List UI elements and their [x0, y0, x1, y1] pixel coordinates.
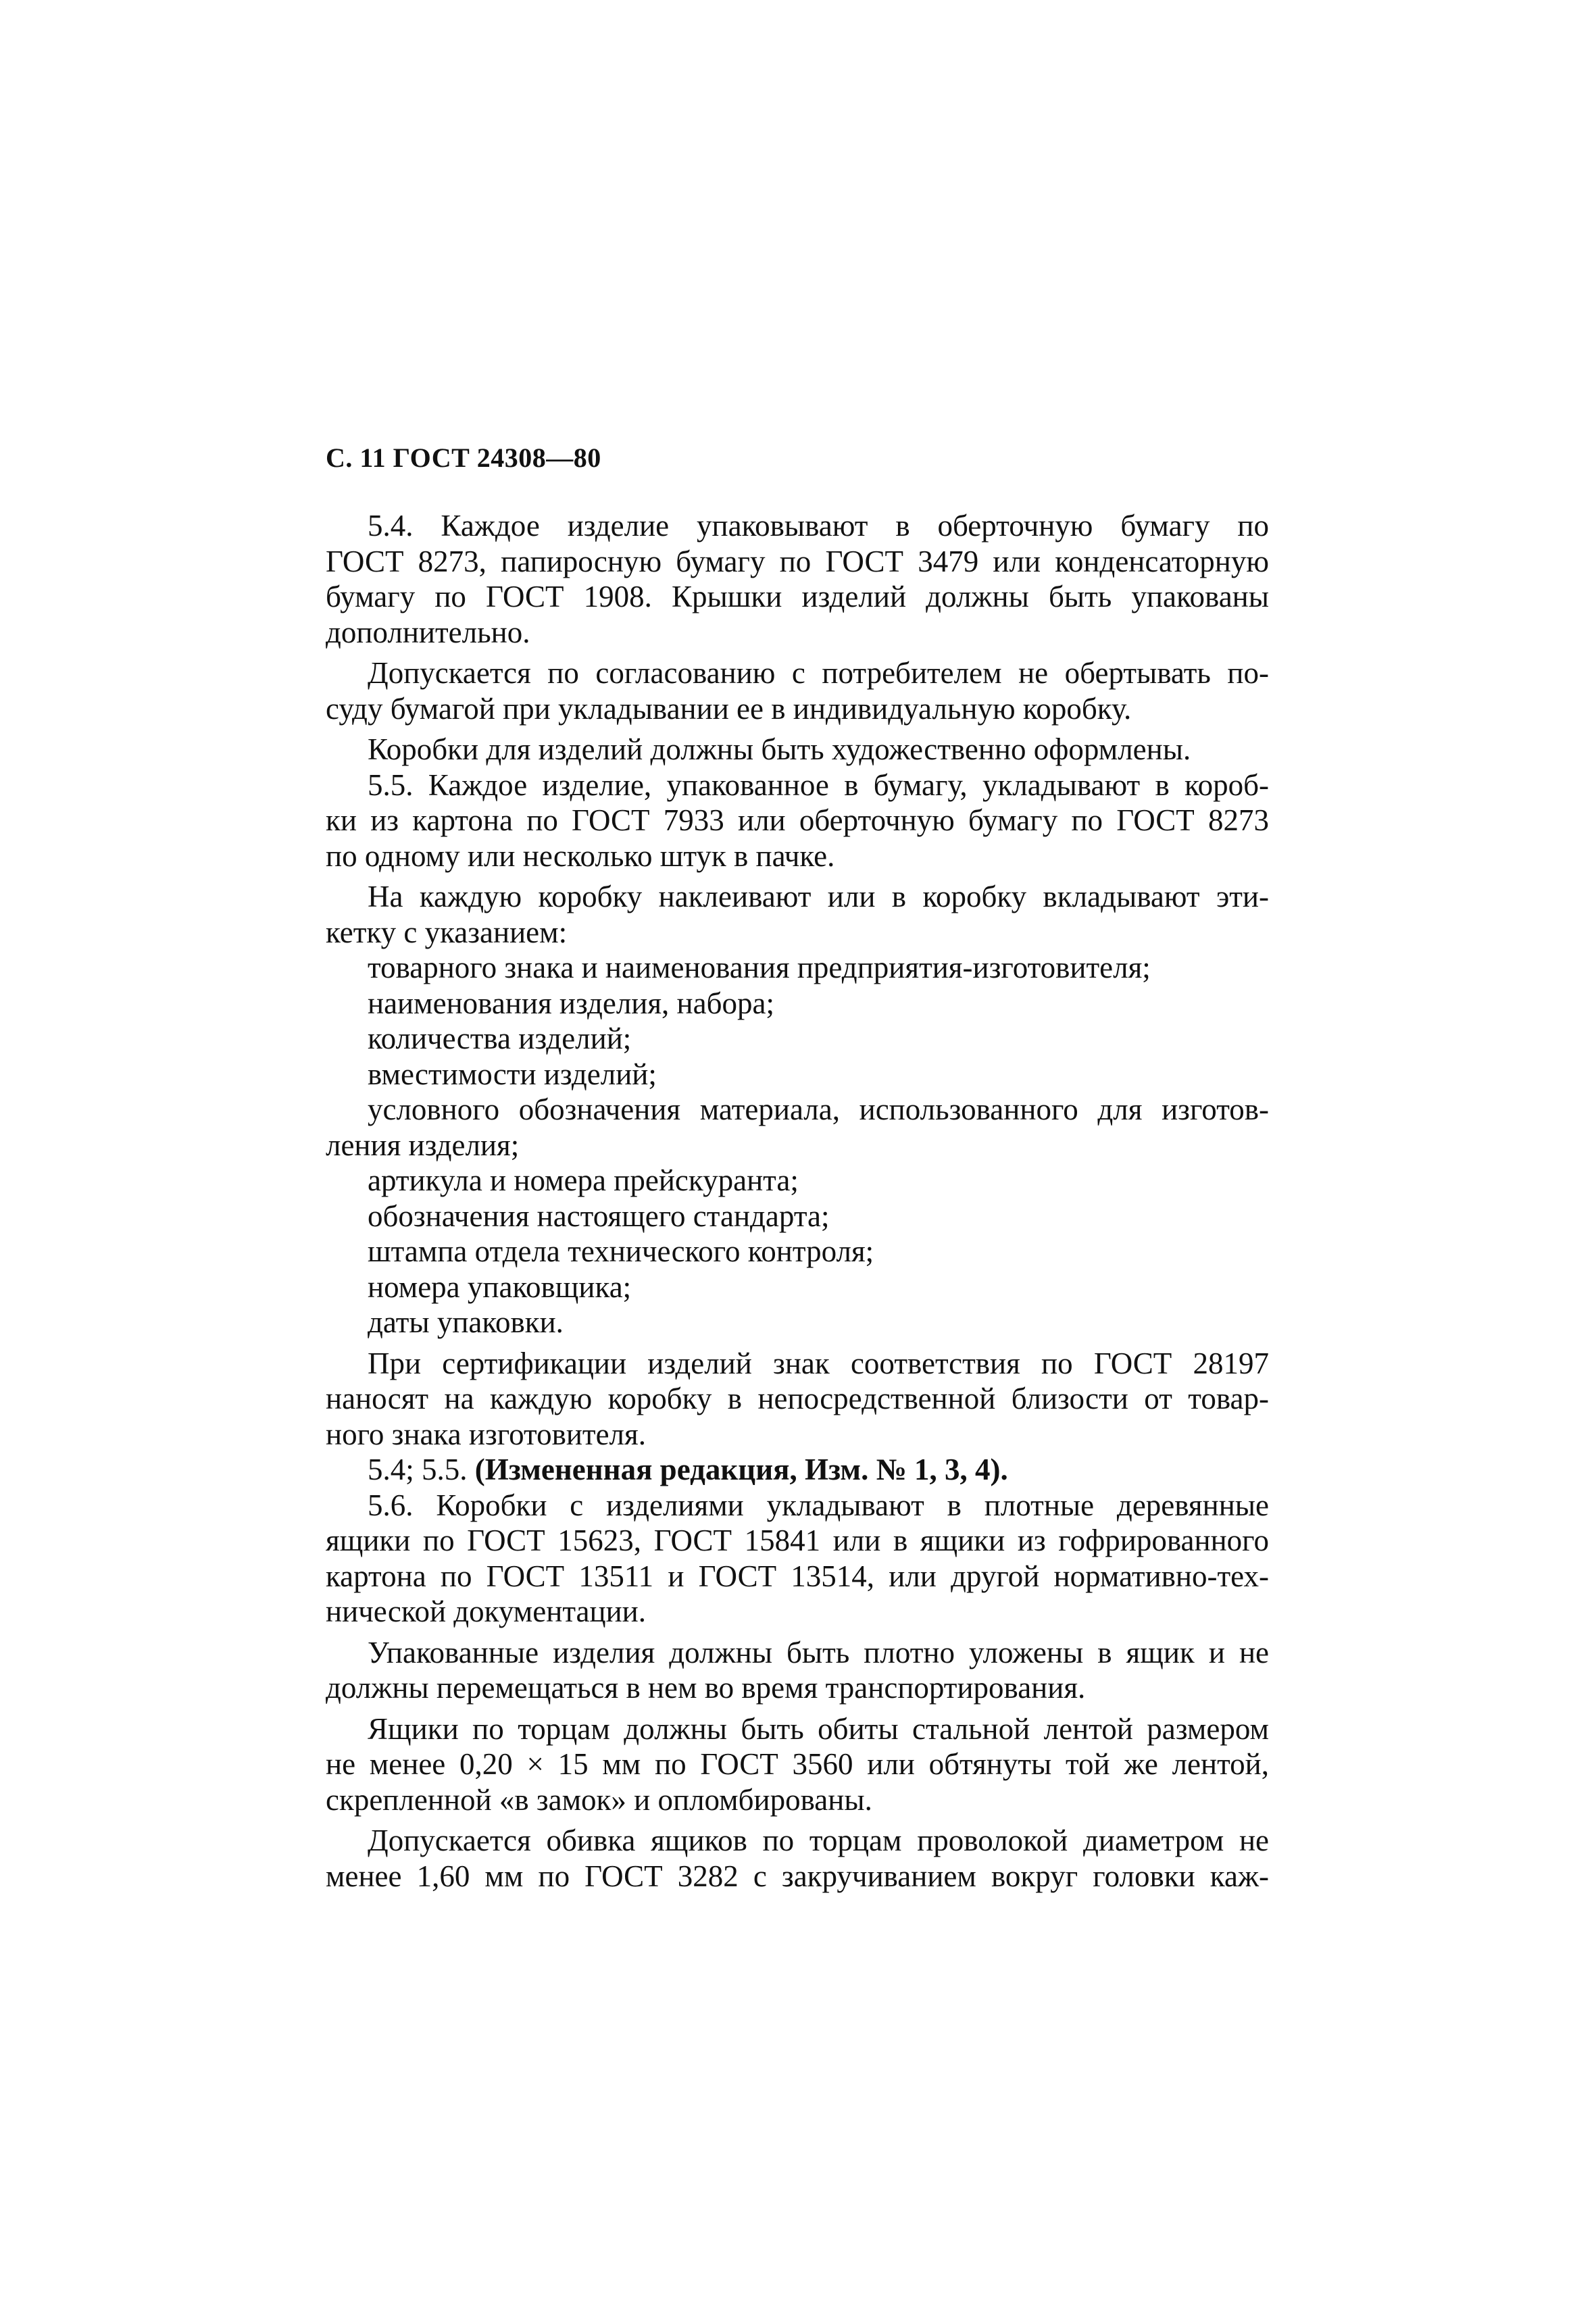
text-line-content: ящики по ГОСТ 15623, ГОСТ 15841 или в ящики из гофрированного — [326, 1524, 1269, 1557]
document-body — [326, 508, 1269, 1894]
text-line — [326, 1417, 1269, 1453]
text-line — [326, 1057, 1269, 1092]
text-line-content: условного обозначения материала, использованного для изготов- — [368, 1092, 1269, 1126]
text-line — [326, 950, 1269, 986]
text-line-content: должны перемещаться в нем во время транспортирования. — [326, 1671, 1086, 1705]
text-line — [326, 1670, 1269, 1706]
text-line-content: ления изделия; — [326, 1128, 520, 1162]
text-line — [326, 1346, 1269, 1382]
text-line — [326, 1635, 1269, 1671]
text-line-content: наносят на каждую коробку в непосредственной близости от товар- — [326, 1382, 1269, 1415]
text-line — [326, 508, 1269, 544]
text-line — [326, 1234, 1269, 1269]
text-line-content: кетку с указанием: — [326, 915, 568, 949]
text-line — [326, 1269, 1269, 1305]
text-line — [326, 768, 1269, 803]
text-line-content: картона по ГОСТ 13511 и ГОСТ 13514, или другой нормативно-тех- — [326, 1559, 1269, 1593]
text-line-content: артикула и номера прейскуранта; — [368, 1163, 799, 1197]
text-line-content: суду бумагой при укладывании ее в индивидуальную коробку. — [326, 691, 1132, 726]
text-line — [326, 544, 1269, 580]
text-line — [326, 1381, 1269, 1417]
text-line-content: бумагу по ГОСТ 1908. Крышки изделий должны быть упакованы — [326, 580, 1269, 613]
text-line — [326, 1559, 1269, 1594]
text-line — [326, 579, 1269, 615]
text-line-content: 5.4; 5.5. — [368, 1453, 475, 1486]
text-line-content: ного знака изготовителя. — [326, 1417, 646, 1451]
text-line-content: номера упаковщика; — [368, 1269, 632, 1304]
text-line-content: наименования изделия, набора; — [368, 986, 774, 1020]
text-line-content: вместимости изделий; — [368, 1057, 657, 1091]
text-line-content: Допускается по согласованию с потребителем не обертывать по- — [368, 656, 1269, 690]
text-line — [326, 803, 1269, 838]
text-line — [326, 915, 1269, 951]
text-line-content: ки из картона по ГОСТ 7933 или оберточную бумагу по ГОСТ 8273 — [326, 803, 1269, 837]
text-line — [326, 1711, 1269, 1747]
text-line-content: При сертификации изделий знак соответствия по ГОСТ 28197 — [368, 1346, 1269, 1380]
text-line-content: 5.4. Каждое изделие упаковывают в оберточную бумагу по — [368, 509, 1269, 543]
text-line-content: дополнительно. — [326, 615, 530, 649]
text-line — [326, 732, 1269, 768]
text-line-content: товарного знака и наименования предприятия-изготовителя; — [368, 951, 1151, 984]
text-line-content: 5.5. Каждое изделие, упакованное в бумагу, укладывают в короб- — [368, 768, 1269, 802]
text-line — [326, 655, 1269, 691]
text-line — [326, 1305, 1269, 1340]
text-line-content: 5.6. Коробки с изделиями укладывают в плотные деревянные — [368, 1488, 1269, 1522]
text-line — [326, 1092, 1269, 1128]
text-line — [326, 1746, 1269, 1782]
text-line — [326, 1859, 1269, 1894]
text-line-content: На каждую коробку наклеивают или в коробку вкладывают эти- — [368, 880, 1269, 913]
text-line-content: Упакованные изделия должны быть плотно уложены в ящик и не — [368, 1635, 1269, 1669]
text-line — [326, 838, 1269, 874]
text-line — [326, 1021, 1269, 1057]
text-line-content: скрепленной «в замок» и опломбированы. — [326, 1782, 872, 1817]
text-line — [326, 1163, 1269, 1199]
text-line — [326, 1128, 1269, 1163]
text-line-content: ГОСТ 8273, папиросную бумагу по ГОСТ 3479 или конденсаторную — [326, 544, 1269, 578]
text-line-content: Ящики по торцам должны быть обиты стальной лентой размером — [368, 1711, 1269, 1746]
text-line — [326, 986, 1269, 1022]
text-line — [326, 1823, 1269, 1859]
text-line — [326, 691, 1269, 727]
text-line-content: не менее 0,20 × 15 мм по ГОСТ 3560 или обтянуты той же лентой, — [326, 1747, 1269, 1781]
text-line — [326, 615, 1269, 651]
amendment-note: (Измененная редакция, Изм. № 1, 3, 4). — [474, 1453, 1008, 1486]
page-header: С. 11 ГОСТ 24308—80 — [326, 443, 601, 473]
text-line-content: Допускается обивка ящиков по торцам проволокой диаметром не — [368, 1823, 1269, 1857]
text-line-content: количества изделий; — [368, 1022, 632, 1055]
text-line-content: менее 1,60 мм по ГОСТ 3282 с закручиванием вокруг головки каж- — [326, 1859, 1269, 1893]
text-line-content: обозначения настоящего стандарта; — [368, 1199, 830, 1233]
text-line — [326, 1488, 1269, 1524]
text-line-content: по одному или несколько штук в пачке. — [326, 838, 835, 873]
text-line-content: даты упаковки. — [368, 1305, 564, 1339]
text-line-content: Коробки для изделий должны быть художественно оформлены. — [368, 732, 1191, 766]
text-line — [326, 1594, 1269, 1630]
text-line — [326, 1199, 1269, 1234]
text-line — [326, 1452, 1269, 1488]
text-line — [326, 879, 1269, 915]
text-line-content: штампа отдела технического контроля; — [368, 1234, 874, 1268]
text-line — [326, 1523, 1269, 1559]
text-line-content: нической документации. — [326, 1594, 647, 1628]
text-line — [326, 1782, 1269, 1818]
